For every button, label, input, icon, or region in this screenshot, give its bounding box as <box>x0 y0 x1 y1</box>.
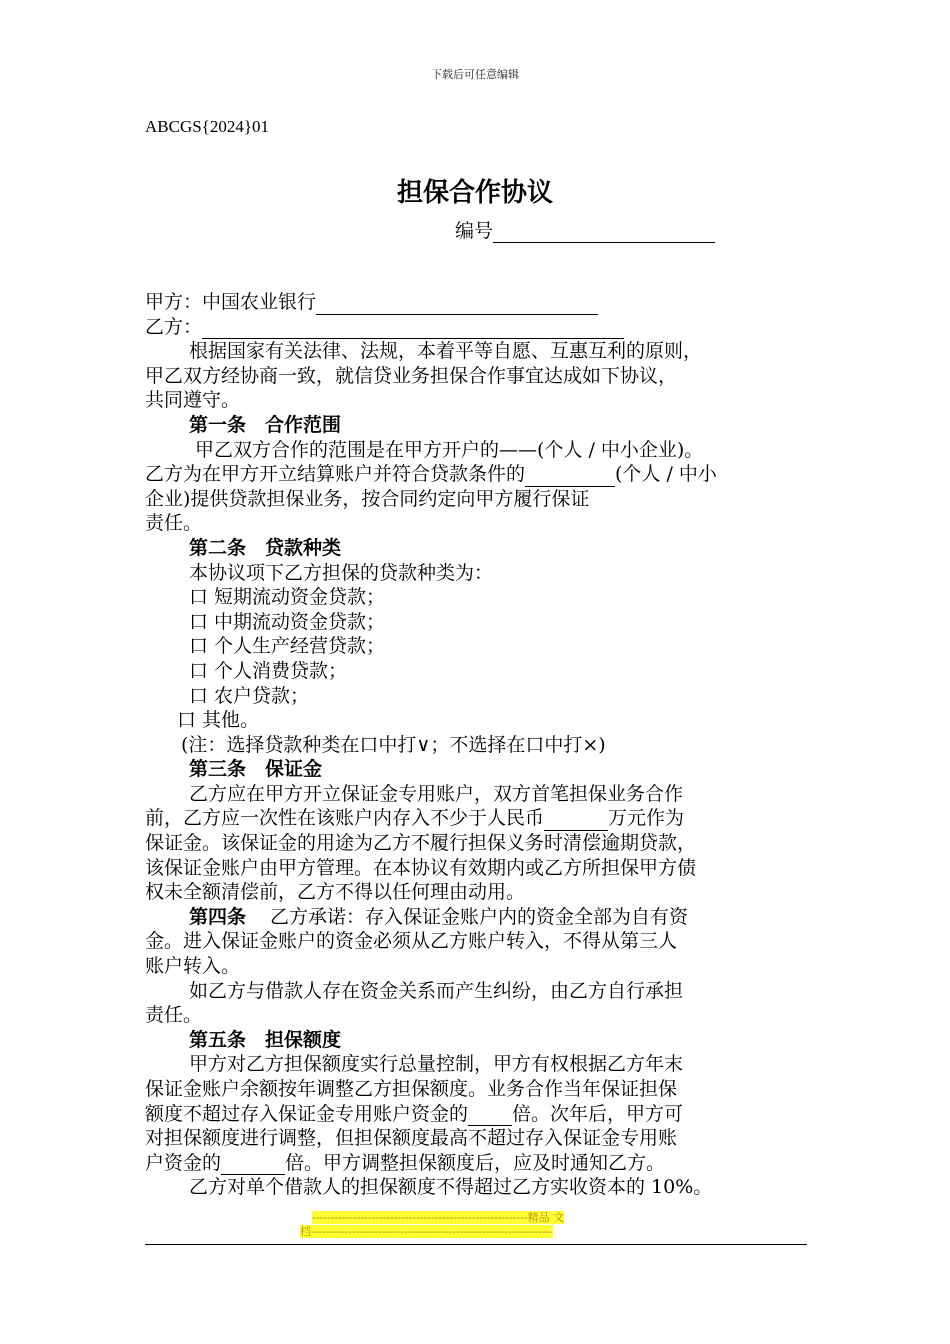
article-3-line: 前，乙方应一次性在该账户内存入不少于人民币 万元作为 <box>145 807 685 830</box>
article-5-title: 第五条 担保额度 <box>189 1028 342 1051</box>
loan-option: 口 中期流动资金贷款； <box>189 610 386 633</box>
loan-option: 口 农户贷款； <box>189 684 310 707</box>
document-code: ABCGS{2024}01 <box>145 117 270 136</box>
article-3-line: 该保证金账户由甲方管理。在本协议有效期内或乙方所担保甲方债 <box>145 856 697 879</box>
article-5-line: 额度不超过存入保证金专用账户资金的 倍。次年后，甲方可 <box>145 1102 684 1125</box>
article-1-line: 乙方为在甲方开立结算账户并符合贷款条件的 (个人 / 中小 <box>145 463 717 486</box>
footer-line: ----------------------------------------------------------精品 文 <box>312 1211 565 1224</box>
article-1-line: 甲乙双方合作的范围是在甲方开户的——(个人 / 中小企业)。 <box>195 438 704 461</box>
article-4-line: 金。进入保证金账户的资金必须从乙方账户转入，不得从第三人 <box>145 930 678 953</box>
serial-label: 编号 <box>455 220 494 242</box>
article-4-line: 责任。 <box>145 1004 203 1027</box>
intro-line: 根据国家有关法律、法规，本着平等自愿、互惠互利的原则， <box>189 340 703 363</box>
footer-divider <box>145 1244 807 1245</box>
party-a-label: 甲方：中国农业银行 <box>145 291 317 313</box>
article-1-title: 第一条 合作范围 <box>189 413 342 436</box>
header-note: 下载后可任意编辑 <box>431 68 519 81</box>
article-3-line: 乙方应在甲方开立保证金专用账户，双方首笔担保业务合作 <box>189 782 684 805</box>
article-4-line: 第四条 乙方承诺：存入保证金账户内的资金全部为自有资 <box>189 905 689 928</box>
document-title: 担保合作协议 <box>396 178 553 208</box>
agreement-body <box>145 290 810 1200</box>
article-3-line: 保证金。该保证金的用途为乙方不履行担保义务时清偿逾期贷款， <box>145 832 697 855</box>
article-2-title: 第二条 贷款种类 <box>189 536 342 559</box>
article-5-line: 甲方对乙方担保额度实行总量控制，甲方有权根据乙方年末 <box>189 1053 684 1076</box>
party-a-line <box>145 290 810 315</box>
multiple-blank <box>468 1105 512 1126</box>
intro-line: 甲乙双方经协商一致，就信贷业务担保合作事宜达成如下协议， <box>145 364 678 387</box>
article-2-note: (注：选择贷款种类在口中打∨；不选择在口中打×) <box>181 733 606 756</box>
deposit-amount-blank <box>544 810 608 831</box>
loan-option: 口 个人消费贷款； <box>189 659 348 682</box>
article-5-line: 保证金账户余额按年调整乙方担保额度。业务合作当年保证担保 <box>145 1078 678 1100</box>
article-3-line: 权未全额清偿前，乙方不得以任何理由动用。 <box>145 881 526 904</box>
loan-option: 口 个人生产经营贷款； <box>189 635 386 658</box>
borrower-blank <box>525 466 615 487</box>
party-a-blank <box>316 294 598 315</box>
article-5-line: 乙方对单个借款人的担保额度不得超过乙方实收资本的 10%。 <box>189 1176 713 1199</box>
article-2-intro: 本协议项下乙方担保的贷款种类为： <box>189 561 494 584</box>
serial-blank <box>493 222 715 243</box>
intro-line: 共同遵守。 <box>145 389 241 412</box>
article-1-line: 企业)提供贷款担保业务，按合同约定向甲方履行保证 <box>145 487 590 510</box>
article-5-line: 对担保额度进行调整，但担保额度最高不超过存入保证金专用账 <box>145 1127 678 1150</box>
party-b-line <box>145 315 810 340</box>
article-1-line: 责任。 <box>145 512 203 535</box>
loan-option: 口 短期流动资金贷款； <box>189 586 386 609</box>
loan-option-other: 口 其他。 <box>177 709 260 732</box>
footer-line: 档----------------------------------------------------------------- <box>300 1225 553 1238</box>
party-b-blank <box>202 318 624 339</box>
article-4-line: 如乙方与借款人存在资金关系而产生纠纷，由乙方自行承担 <box>189 979 684 1002</box>
article-4-title: 第四条 <box>189 905 247 928</box>
article-5-line: 户资金的 倍。甲方调整担保额度后，应及时通知乙方。 <box>145 1151 666 1174</box>
article-4-line: 账户转入。 <box>145 955 241 978</box>
article-3-title: 第三条 保证金 <box>189 758 323 781</box>
party-b-label: 乙方： <box>145 315 203 338</box>
serial-number-field <box>455 216 715 243</box>
footer-watermark <box>300 1211 650 1239</box>
max-multiple-blank <box>221 1154 285 1175</box>
